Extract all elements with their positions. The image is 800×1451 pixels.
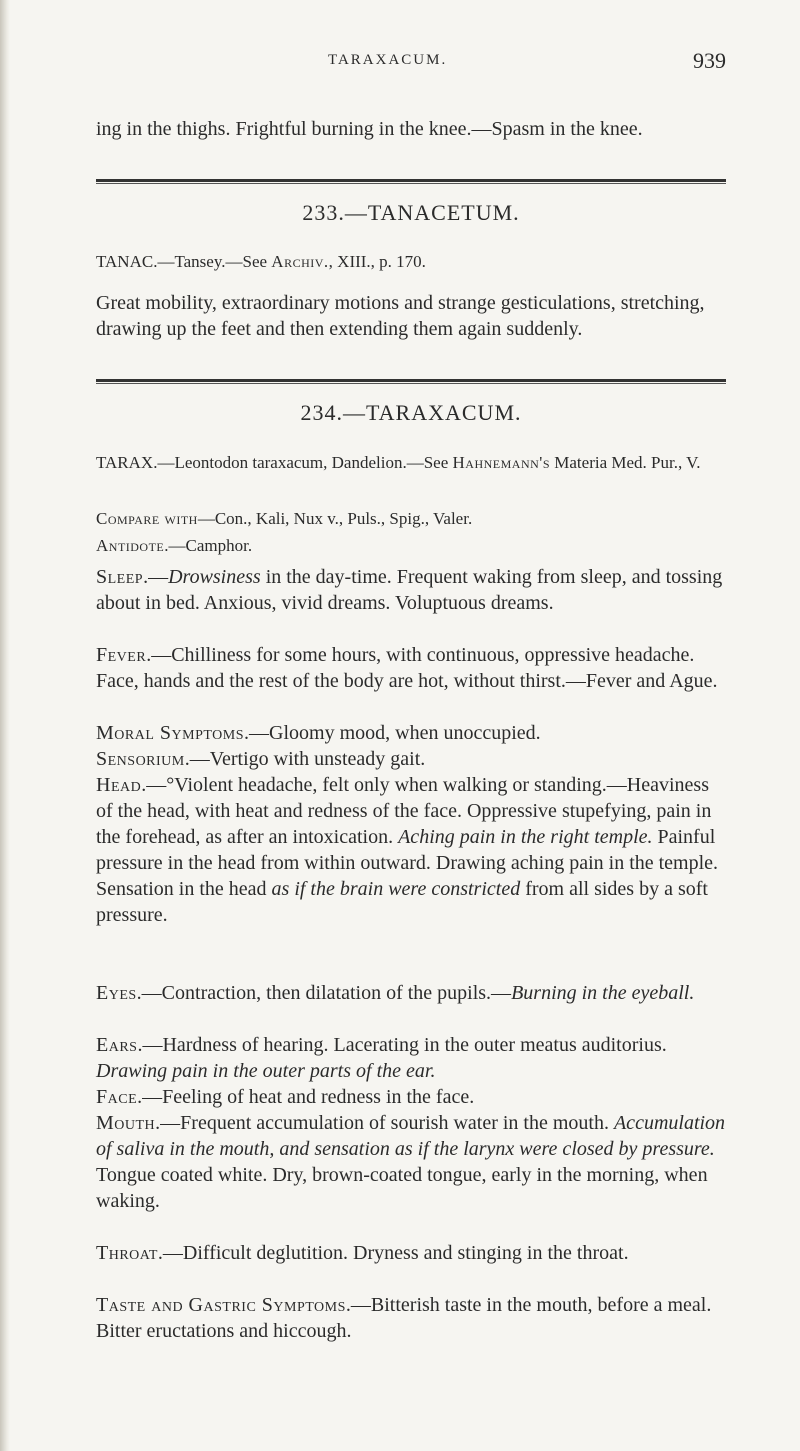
mouth-text-1: .—Frequent accumulation of sourish water in the mouth. <box>155 1112 609 1134</box>
face-text: .—Feeling of heat and redness in the face. <box>137 1086 475 1108</box>
head-text-3: from all sides by a soft pressure. <box>96 878 708 926</box>
face-label: Face <box>96 1086 138 1108</box>
antidote-label: Antidote <box>96 536 165 555</box>
taraxacum-abbreviation <box>96 452 726 474</box>
mouth-text-2: Tongue coated white. Dry, brown-coated tongue, early in the morning, when waking. <box>96 1164 708 1212</box>
throat-label: Throat <box>96 1242 158 1264</box>
ears-section <box>96 1032 726 1084</box>
tanacetum-heading: 233.—TANACETUM. <box>302 200 520 225</box>
fever-section <box>96 642 726 694</box>
eyes-text: .—Contraction, then dilatation of the pupils.— <box>136 982 512 1004</box>
running-title: TARAXACUM. <box>328 52 448 68</box>
moral-section <box>96 720 726 746</box>
tanacetum-symptoms: Great mobility, extraordinary motions and strange gesticulations, stretching, drawing up the feet and then extending them again suddenly. <box>96 292 705 340</box>
page-binding-edge <box>0 0 10 1451</box>
running-head <box>96 48 726 78</box>
section-divider <box>96 179 726 184</box>
head-italic-1: Aching pain in the right temple. <box>398 826 653 848</box>
head-italic-2: as if the brain were constricted <box>271 878 521 900</box>
head-text-1: .—°Violent headache, felt only when walking or standing.—Heaviness of the head, with heat and redness of the face. Oppressive stupefying, pain in the forehead, as after an intoxication. <box>96 774 712 848</box>
tanacetum-abbrev-text: TANAC.—Tansey.—See <box>96 252 268 271</box>
compare-with <box>96 508 726 530</box>
ears-italic: Drawing pain in the outer parts of the ear. <box>96 1060 436 1082</box>
head-section <box>96 772 726 928</box>
hahnemann-ref: Hahnemann's <box>452 453 551 472</box>
sleep-dash: .— <box>143 566 169 588</box>
intro-paragraph: ing in the thighs. Frightful burning in the knee.—Spasm in the knee. <box>96 118 643 140</box>
sleep-italic: Drowsiness <box>168 566 261 588</box>
sensorium-label: Sensorium <box>96 748 185 770</box>
face-section <box>96 1084 726 1110</box>
taste-label: Taste and Gastric Symptoms <box>96 1294 346 1316</box>
materia-ref: Materia Med. Pur., V. <box>550 453 701 472</box>
sleep-label: Sleep <box>96 566 144 588</box>
taraxacum-abbrev-text: TARAX.—Leontodon taraxacum, Dandelion.—See <box>96 453 449 472</box>
moral-label: Moral Symptoms <box>96 722 245 744</box>
eyes-label: Eyes <box>96 982 137 1004</box>
head-text-2: Painful pressure in the head from within outward. Drawing aching pain in the temple. Sensation in the head <box>96 826 719 900</box>
sleep-section <box>96 564 726 616</box>
eyes-section <box>96 980 726 1006</box>
compare-label: Compare with <box>96 509 198 528</box>
ears-text: .—Hardness of hearing. Lacerating in the outer meatus auditorius. <box>137 1034 667 1056</box>
taraxacum-heading: 234.—TARAXACUM. <box>300 400 522 425</box>
page-number: 939 <box>693 48 726 73</box>
throat-section <box>96 1240 726 1266</box>
compare-text: —Con., Kali, Nux v., Puls., Spig., Valer. <box>197 509 473 528</box>
mouth-section <box>96 1110 726 1214</box>
moral-text: .—Gloomy mood, when unoccupied. <box>244 722 541 744</box>
mouth-italic: Accumulation of saliva in the mouth, and sensation as if the larynx were closed by pressure. <box>96 1112 726 1160</box>
section-divider <box>96 379 726 384</box>
throat-text: .—Difficult deglutition. Dryness and stinging in the throat. <box>157 1242 629 1264</box>
head-label: Head <box>96 774 142 796</box>
fever-label: Fever <box>96 644 147 666</box>
taste-text: .—Bitterish taste in the mouth, before a meal. Bitter eructations and hiccough. <box>96 1294 712 1342</box>
eyes-italic: Burning in the eyeball. <box>511 982 695 1004</box>
sensorium-text: .—Vertigo with unsteady gait. <box>184 748 426 770</box>
fever-text: .—Chilliness for some hours, with continuous, oppressive headache. Face, hands and the rest of the body are hot, without thirst.—Fever and Ague. <box>96 644 718 692</box>
ears-label: Ears <box>96 1034 138 1056</box>
sleep-text: in the day-time. Frequent waking from sleep, and tossing about in bed. Anxious, vivid dreams. Voluptuous dreams. <box>96 566 723 614</box>
antidote <box>96 535 726 557</box>
tanacetum-abbreviation <box>96 251 726 273</box>
mouth-label: Mouth <box>96 1112 156 1134</box>
taste-section <box>96 1292 726 1344</box>
sensorium-section <box>96 746 726 772</box>
antidote-text: .—Camphor. <box>164 536 253 555</box>
archiv-volume: , XIII., p. 170. <box>328 252 426 271</box>
archiv-ref: Archiv. <box>271 252 329 271</box>
